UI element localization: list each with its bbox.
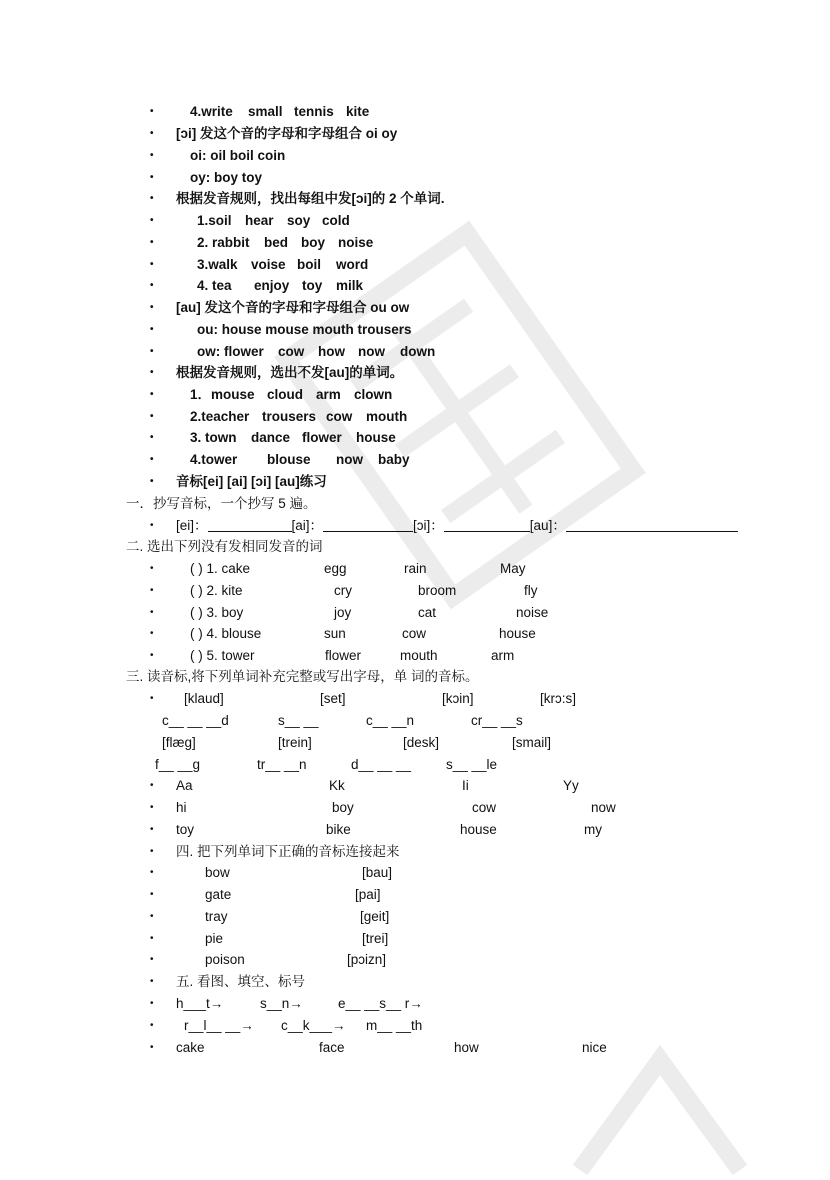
word: baby	[378, 452, 410, 467]
question-number: ( ) 3. boy	[190, 605, 244, 620]
word: kite	[346, 104, 370, 119]
letter: Ii	[462, 778, 469, 793]
option: flower	[325, 648, 362, 663]
option: cow	[402, 626, 427, 641]
line-text: ou: house mouse mouth trousers	[197, 322, 412, 337]
word: toy	[302, 278, 323, 293]
word: cow	[278, 344, 305, 359]
option: house	[499, 626, 536, 641]
match-word[interactable]: bow	[205, 865, 230, 880]
word: boy	[301, 235, 326, 250]
phonetic: [kɔin]	[442, 691, 474, 706]
question-number: ( ) 1. cake	[190, 561, 251, 576]
question-number: ( ) 5. tower	[190, 648, 255, 663]
word: 4.write	[190, 104, 233, 119]
option: cat	[418, 605, 437, 620]
word: nice	[582, 1040, 607, 1055]
word: 4.tower	[190, 452, 238, 467]
word: now	[336, 452, 363, 467]
line-text: oi: oil boil coin	[190, 148, 286, 163]
word: 2. rabbit	[197, 235, 250, 250]
word: house	[356, 430, 396, 445]
word: 1.soil	[197, 213, 232, 228]
match-word[interactable]: pie	[205, 931, 224, 946]
phonetic: [desk]	[403, 735, 440, 750]
option: fly	[524, 583, 538, 598]
option: noise	[516, 605, 549, 620]
answer-blank[interactable]	[444, 517, 530, 532]
word: word	[336, 257, 369, 272]
fill-word: cr__ __s	[471, 713, 523, 728]
match-phonetic[interactable]: [pai]	[355, 887, 381, 902]
part5-heading: 五. 看图、填空、标号	[176, 974, 306, 989]
question-number: ( ) 4. blouse	[190, 626, 262, 641]
word: hear	[245, 213, 274, 228]
option: May	[500, 561, 526, 576]
word: clown	[354, 387, 393, 402]
phonetic: [smail]	[512, 735, 552, 750]
fill-word: r__l__ __→	[184, 1018, 254, 1033]
fill-word: m__ __th	[366, 1018, 423, 1033]
word: voise	[251, 257, 286, 272]
line-text: 音标[ei] [ai] [ɔi] [au]练习	[176, 474, 327, 489]
word: dance	[251, 430, 291, 445]
word: 3. town	[190, 430, 237, 445]
word: now	[591, 800, 616, 815]
fill-word: c__ __n	[366, 713, 415, 728]
phonetic: [set]	[320, 691, 346, 706]
fill-word: d__ __ __	[351, 757, 412, 772]
match-word[interactable]: tray	[205, 909, 228, 924]
word: hi	[176, 800, 187, 815]
word: bike	[326, 822, 351, 837]
answer-blank[interactable]	[566, 517, 738, 532]
word: boil	[297, 257, 321, 272]
phonetic: [klaud]	[184, 691, 224, 706]
word: ow: flower	[197, 344, 264, 359]
letter: Kk	[329, 778, 345, 793]
option: mouth	[400, 648, 438, 663]
word: arm	[316, 387, 341, 402]
word: noise	[338, 235, 374, 250]
line-text: 根据发音规则，选出不发[au]的单词。	[176, 365, 404, 380]
line-text: [au] 发这个音的字母和字母组合 ou ow	[176, 300, 410, 315]
word: tennis	[294, 104, 334, 119]
option: broom	[418, 583, 457, 598]
word: flower	[302, 430, 342, 445]
word: how	[454, 1040, 479, 1055]
fill-word: s__ __	[278, 713, 319, 728]
word: cloud	[267, 387, 303, 402]
letter: Aa	[176, 778, 193, 793]
line-text: [ɔi] 发这个音的字母和字母组合 oi oy	[176, 126, 398, 141]
phonetic: [trein]	[278, 735, 312, 750]
fill-word: s__n→	[260, 996, 303, 1011]
document-page: • 4.write small tennis kite • [ɔi] 发这个音的字母和字母组合 oi oy • oi: oil boil coin • oy: boy toy • 根据发音规则，找出每组中发[ɔi]的 2 个单词. • 1.soil hear soy cold • 2. rabbit bed boy noise • 3.walk voise boil word • 4. tea enjoy toy milk • [au] 发这个音的字母和字母组合 ou ow • ou: house mouse mouth trousers • ow: flower cow how now down • 根据发音规则，选出不发[au]的单词。 • 1．mouse cloud arm clown • 2.teacher trousers cow mouth • 3. town dance flower house • 4.tower blouse now baby • 音标[ei] [ai] [ɔi] [au]练习 一．抄写音标，一个抄写 5 遍。 • [ei]： [ai]： [ɔi]： [au]： 二. 选出下列没有发相同发音的词 • ( ) 1. cake egg rain May • ( ) 2. kite cry broom fly • ( ) 3. boy joy cat noise • ( ) 4. blouse sun cow house • ( ) 5. tower flower mouth arm 三. 读音标,将下列单词补充完整或写出字母，单 词的音标。 • [klaud] [set] [kɔin] [krɔ:s] c__ __ __d s__ __ c__ __n cr__ __s [flæg] [trein] [desk] [smail] f__ __g tr__ __n d__ __ __ s__ __le • Aa Kk Ii Yy • hi boy cow now • toy bike house my • 四. 把下列单词下正确的音标连接起来 • bow [bau] • gate [pai] • tray [geit] • pie [trei] • poison [pɔizn] • 五. 看图、填空、标号 • h___t→ s__n→ e__ __s__ r→ • r__l__ __→ c__k___→ m__ __th • cake face how nice	[0, 0, 830, 1174]
word: soy	[287, 213, 311, 228]
question-number: ( ) 2. kite	[190, 583, 243, 598]
match-phonetic[interactable]: [bau]	[362, 865, 393, 880]
line-text: oy: boy toy	[190, 170, 263, 185]
fill-word: e__ __s__ r→	[338, 996, 423, 1011]
fill-word: h___t→	[176, 996, 224, 1011]
part4-heading: 四. 把下列单词下正确的音标连接起来	[176, 844, 400, 859]
option: joy	[334, 605, 352, 620]
word: my	[584, 822, 602, 837]
word: trousers	[262, 409, 317, 424]
word: toy	[176, 822, 195, 837]
word: cow	[472, 800, 497, 815]
word: house	[460, 822, 497, 837]
watermark-logo-bottom	[560, 1040, 760, 1180]
option: cry	[334, 583, 352, 598]
option: sun	[324, 626, 346, 641]
fill-word: tr__ __n	[257, 757, 307, 772]
word: blouse	[267, 452, 311, 467]
part1-heading: 一．抄写音标，一个抄写 5 遍。	[126, 496, 317, 511]
match-phonetic[interactable]: [trei]	[362, 931, 389, 946]
word: milk	[336, 278, 364, 293]
word: 4. tea	[197, 278, 232, 293]
option: arm	[491, 648, 515, 663]
word: cow	[326, 409, 353, 424]
word: face	[319, 1040, 345, 1055]
match-word[interactable]: gate	[205, 887, 232, 902]
option: rain	[404, 561, 427, 576]
word: bed	[264, 235, 289, 250]
letter: Yy	[563, 778, 579, 793]
fill-word: s__ __le	[446, 757, 498, 772]
phonetic: [flæg]	[162, 735, 196, 750]
answer-blank[interactable]	[323, 517, 413, 532]
word: small	[248, 104, 283, 119]
fill-word: c__ __ __d	[162, 713, 229, 728]
word: 2.teacher	[190, 409, 250, 424]
fill-word: f__ __g	[155, 757, 201, 772]
part3-heading: 三. 读音标,将下列单词补充完整或写出字母，单 词的音标。	[126, 669, 479, 684]
phonetic-label: [au]：	[529, 518, 566, 533]
match-word[interactable]: poison	[205, 952, 245, 967]
word: cold	[322, 213, 350, 228]
word: 1．mouse	[190, 387, 255, 402]
word: mouth	[366, 409, 408, 424]
phonetic-label: [ɔi]：	[413, 518, 444, 533]
phonetic: [krɔ:s]	[540, 691, 576, 706]
word: boy	[332, 800, 354, 815]
phonetic-label: [ai]：	[291, 518, 324, 533]
word: down	[400, 344, 436, 359]
word: cake	[176, 1040, 205, 1055]
answer-blank[interactable]	[208, 517, 292, 532]
word: enjoy	[254, 278, 290, 293]
option: egg	[324, 561, 347, 576]
line-text: 根据发音规则，找出每组中发[ɔi]的 2 个单词.	[176, 191, 445, 206]
match-phonetic[interactable]: [geit]	[360, 909, 390, 924]
word: 3.walk	[197, 257, 238, 272]
word: now	[358, 344, 385, 359]
part2-heading: 二. 选出下列没有发相同发音的词	[126, 539, 323, 554]
word: how	[318, 344, 345, 359]
match-phonetic[interactable]: [pɔizn]	[347, 952, 387, 967]
fill-word: c__k___→	[281, 1018, 346, 1033]
phonetic-label: [ei]：	[176, 518, 208, 533]
